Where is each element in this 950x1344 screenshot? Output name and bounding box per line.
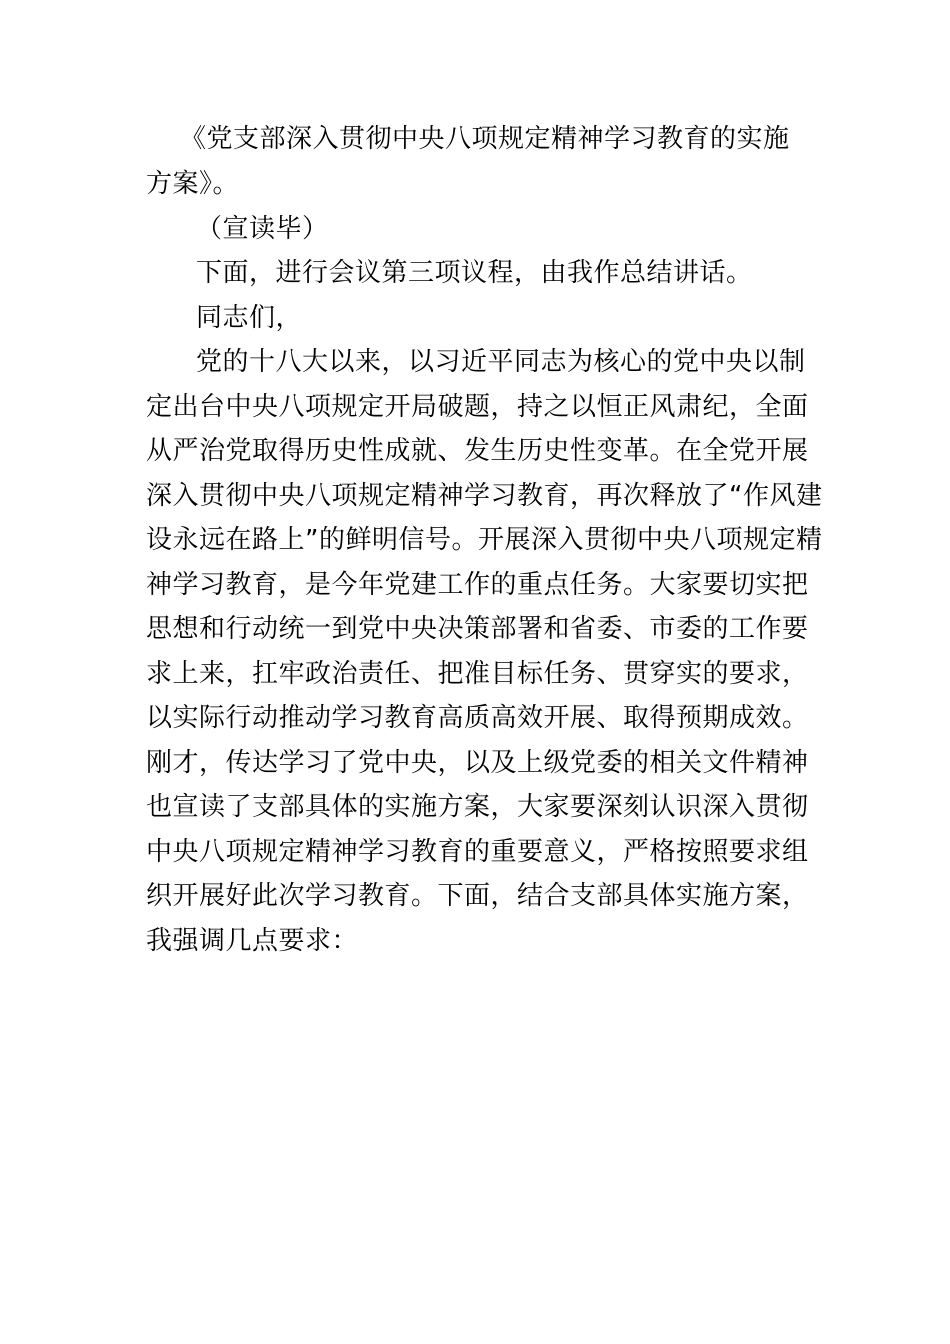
text-line: 织开展好此次学习教育。下面，结合支部具体实施方案， [146,881,809,911]
text-line: 定出台中央八项规定开局破题，持之以恒正风肃纪，全面 [146,392,809,422]
text-line: 党的十八大以来，以习近平同志为核心的党中央以制 [196,347,806,377]
text-line: 以实际行动推动学习教育高质高效开展、取得预期成效。 [146,703,809,733]
text-line: 也宣读了支部具体的实施方案，大家要深刻认识深入贯彻 [146,792,809,822]
text-line: 方案》。 [146,169,240,199]
text-line: 从严治党取得历史性成就、发生历史性变革。在全党开展 [146,436,809,466]
text-line: 我强调几点要求： [146,926,359,956]
text-line: 求上来，扛牢政治责任、把准目标任务、贯穿实的要求， [146,659,809,689]
text-line: 思想和行动统一到党中央决策部署和省委、市委的工作要 [146,614,809,644]
text-line: 下面，进行会议第三项议程，由我作总结讲话。 [196,258,753,288]
text-line: 《党支部深入贯彻中央八项规定精神学习教育的实施 [180,124,790,154]
text-line: 同志们， [196,303,303,333]
text-line: 刚才，传达学习了党中央，以及上级党委的相关文件精神 [146,748,809,778]
text-line: 设永远在路上”的鲜明信号。开展深入贯彻中央八项规定精 [146,525,823,555]
text-line: （宣读毕） [196,214,329,244]
text-line: 深入贯彻中央八项规定精神学习教育，再次释放了“作风建 [146,481,823,511]
text-line: 神学习教育，是今年党建工作的重点任务。大家要切实把 [146,570,809,600]
text-line: 中央八项规定精神学习教育的重要意义，严格按照要求组 [146,837,809,867]
